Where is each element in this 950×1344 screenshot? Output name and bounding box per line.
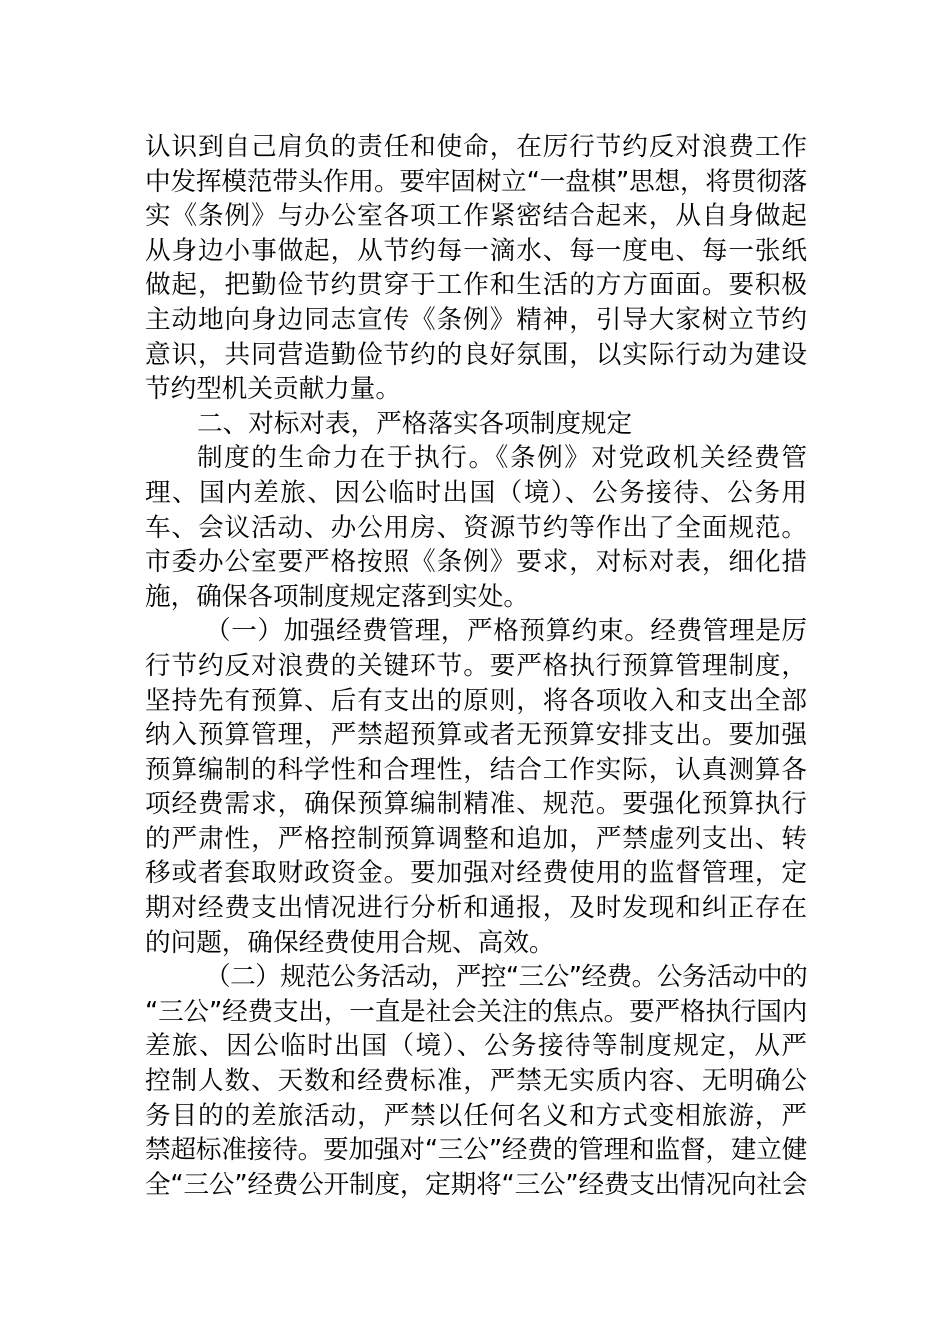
text-line: “三公”经费支出，一直是社会关注的焦点。要严格执行国内 [145, 996, 807, 1027]
document-page [145, 130, 807, 1202]
text-line: （一）加强经费管理，严格预算约束。经费管理是厉 [205, 616, 807, 647]
text-line: 做起，把勤俭节约贯穿于工作和生活的方方面面。要积极 [145, 270, 807, 301]
section-heading: 二、对标对表，严格落实各项制度规定 [197, 408, 633, 439]
text-line: 全“三公”经费公开制度，定期将“三公”经费支出情况向社会 [145, 1169, 807, 1200]
text-line: 期对经费支出情况进行分析和通报，及时发现和纠正存在 [145, 893, 807, 924]
text-line: 禁超标准接待。要加强对“三公”经费的管理和监督，建立健 [145, 1135, 807, 1166]
text-line: 差旅、因公临时出国（境）、公务接待等制度规定，从严 [145, 1031, 807, 1062]
paragraph-4 [145, 960, 807, 1202]
text-line: 理、国内差旅、因公临时出国（境）、公务接待、公务用 [145, 477, 807, 508]
paragraph-3 [145, 614, 807, 960]
text-line: 的严肃性，严格控制预算调整和追加，严禁虚列支出、转 [145, 823, 807, 854]
text-line: 纳入预算管理，严禁超预算或者无预算安排支出。要加强 [145, 720, 807, 751]
text-line: 项经费需求，确保预算编制精准、规范。要强化预算执行 [145, 789, 807, 820]
text-line: （二）规范公务活动，严控“三公”经费。公务活动中的 [205, 962, 807, 993]
text-line: 意识，共同营造勤俭节约的良好氛围，以实际行动为建设 [145, 339, 807, 370]
text-line: 务目的的差旅活动，严禁以任何名义和方式变相旅游，严 [145, 1100, 807, 1131]
text-line: 坚持先有预算、后有支出的原则，将各项收入和支出全部 [145, 685, 807, 716]
text-line: 市委办公室要严格按照《条例》要求，对标对表，细化措 [145, 547, 807, 578]
text-line: 实《条例》与办公室各项工作紧密结合起来，从自身做起 [145, 201, 807, 232]
text-line: 主动地向身边同志宣传《条例》精神，引导大家树立节约 [145, 304, 807, 335]
text-line: 节约型机关贡献力量。 [145, 374, 401, 405]
text-line: 认识到自己肩负的责任和使命，在厉行节约反对浪费工作 [145, 132, 807, 162]
text-line: 车、会议活动、办公用房、资源节约等作出了全面规范。 [145, 512, 807, 543]
text-line: 预算编制的科学性和合理性，结合工作实际，认真测算各 [145, 754, 807, 785]
paragraph-2 [145, 441, 807, 614]
paragraph-1 [145, 130, 807, 407]
text-line: 施，确保各项制度规定落到实处。 [145, 581, 529, 612]
text-line: 的问题，确保经费使用合规、高效。 [145, 927, 555, 958]
text-line: 制度的生命力在于执行。《条例》对党政机关经费管 [197, 443, 807, 474]
text-line: 从身边小事做起，从节约每一滴水、每一度电、每一张纸 [145, 235, 807, 266]
text-line: 行节约反对浪费的关键环节。要严格执行预算管理制度， [145, 650, 807, 681]
text-line: 控制人数、天数和经费标准，严禁无实质内容、无明确公 [145, 1066, 807, 1097]
text-line: 中发挥模范带头作用。要牢固树立“一盘棋”思想，将贯彻落 [145, 166, 807, 197]
text-line: 移或者套取财政资金。要加强对经费使用的监督管理，定 [145, 858, 807, 889]
